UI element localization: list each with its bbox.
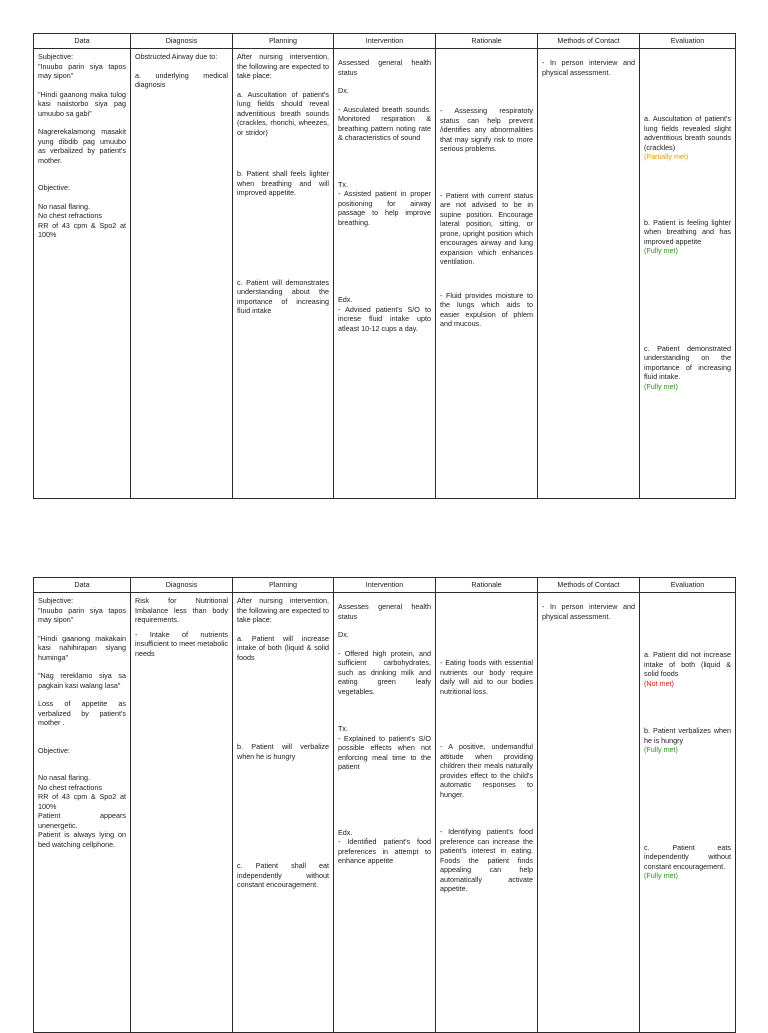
status-partially-met: (Partially met) [644,152,689,161]
evaluation-item-b: b. Patient is feeling lighter when breathing and has improved appetite [644,217,731,246]
intervention-assess: Assesses general health status [338,602,431,621]
planning-item-b: b. Patient shall feels lighter when breathing and will improved appetite. [237,169,329,197]
diagnosis-item: a. underlying medical diagnosis [135,70,228,89]
header-planning: Planning [233,578,334,593]
header-planning: Planning [233,34,334,49]
table-row [34,49,736,499]
intervention-dx-label: Dx. [338,630,349,639]
rationale-item: - Patient with current status are not advised to be in supine position. Encourage lateral position, sitting, or prone, upright position which encourages airway and lung expansion which enhances ventilation. [440,190,533,266]
header-row [34,34,736,49]
diagnosis-title: Risk for Nutritional Imbalance less than body requirements. [135,596,228,624]
evaluation-item-a: a. Patient did not increase intake of both (liquid & solid foods [644,650,731,678]
intervention-edx-label: Edx. [338,827,353,837]
intervention-tx-label: Tx. [338,179,348,189]
objective-item: RR of 43 cpm & Spo2 at 100% [38,792,126,811]
diagnosis-cell [131,49,233,499]
intervention-cell [334,593,436,1033]
header-methods-of-contact: Methods of Contact [538,34,640,49]
header-diagnosis: Diagnosis [131,578,233,593]
planning-cell [233,593,334,1033]
methods-cell [538,593,640,1033]
diagnosis-item: - Intake of nutrients insufficient to meet metabolic needs [135,629,228,658]
status-fully-met: (Fully met) [644,871,678,880]
header-data: Data [34,578,131,593]
header-diagnosis: Diagnosis [131,34,233,49]
rationale-item: - A positive, undemandful attitude when providing children their meals naturally provides effect to the child's automatic responses to hunger. [440,742,533,799]
header-evaluation: Evaluation [640,34,736,49]
header-intervention: Intervention [334,578,436,593]
objective-item: No chest refractions [38,211,102,220]
intervention-cell [334,49,436,499]
rationale-item: - Identifying patient's food preference can increase the patient's interest in eating. Foods the patient finds appealing can help automatically activate appetite. [440,827,533,893]
subjective-statement: Nagrerekalamong masakit yung dibdib pag umuubo as verbalized by patient's mother. [38,127,126,165]
objective-label: Objective: [38,745,70,755]
methods-text: - In person interview and physical assessment. [542,602,635,621]
objective-item: No nasal flaring. [38,201,90,211]
header-evaluation: Evaluation [640,578,736,593]
intervention-tx-label: Tx. [338,724,348,733]
planning-item-c: c. Patient will demonstrates understanding about the importance of increasing fluid intake [237,277,329,315]
planning-intro: After nursing intervention, the following are expected to take place: [237,596,329,624]
objective-item: Patient is always lying on bed watching cellphone. [38,830,126,849]
intervention-edx-label: Edx. [338,295,353,304]
intervention-edx: - Identified patient's food preferences in attempt to enhance appetite [338,837,431,865]
planning-item-c: c. Patient shall eat independently without constant encouragement. [237,861,329,889]
objective-label: Objective: [38,183,70,192]
intervention-tx: - Assisted patient in proper positioning for airway passage to help improve breathing. [338,189,431,227]
subjective-quote: "Nag rereklamo siya sa pagkain kasi walang lasa" [38,671,126,690]
rationale-item: - Eating foods with essential nutrients our body require daily will aid to our bodies nutritional loss. [440,658,533,696]
objective-item: No nasal flaring. [38,773,90,782]
planning-item-b: b. Patient will verbalize when he is hungry [237,742,329,761]
objective-item: No chest refractions [38,782,102,792]
planning-intro: After nursing intervention, the following are expected to take place: [237,52,329,80]
evaluation-item-a: a. Auscultation of patient's lung fields revealed slight adventitious breath sounds (crackles) [644,114,731,152]
status-fully-met: (Fully met) [644,381,678,391]
objective-item: Patient appears unenergetic. [38,811,126,830]
header-row [34,578,736,593]
status-fully-met: (Fully met) [644,745,678,754]
rationale-item: - Assessing respiratoty status can help prevent /identifies any abnormalities that may signify risk to more serious problems. [440,106,533,153]
header-data: Data [34,34,131,49]
intervention-dx: - Ausculated breath sounds. Monitored respiration & breathing pattern noting rate & characteristics of sound [338,104,431,142]
subjective-quote: "Hindi gaanong makakain kasi nahihirapan siyang huminga" [38,633,126,662]
rationale-item: - Fluid provides moisture to the lungs which aids to easier expulsion of phlem and mucous. [440,290,533,328]
rationale-cell [436,593,538,1033]
methods-cell [538,49,640,499]
data-cell [34,49,131,499]
header-rationale: Rationale [436,34,538,49]
diagnosis-title: Obstructed Airway due to: [135,52,218,61]
evaluation-cell [640,49,736,499]
subjective-quote: "Hindi gaanong maka tulog kasi naiistorbo siya pag umuubo sa gabi" [38,89,126,118]
methods-text: - In person interview and physical assessment. [542,58,635,77]
diagnosis-cell [131,593,233,1033]
planning-item-a: a. Auscultation of patient's lung fields should reveal adventitious breath sounds (crackles, rhonchi, wheezes, or stridor) [237,89,329,137]
intervention-assess: Assessed general health status [338,58,431,77]
header-rationale: Rationale [436,578,538,593]
header-intervention: Intervention [334,34,436,49]
subjective-quote: "Inuubo parin siya tapos may sipon" [38,61,126,80]
data-cell [34,593,131,1033]
subjective-label: Subjective: [38,52,74,61]
subjective-statement: Loss of appetite as verbalized by patient's mother . [38,699,126,727]
objective-item: RR of 43 cpm & Spo2 at 100% [38,220,126,239]
intervention-edx: - Advised patient's S/O to increse fluid intake upto atleast 10-12 cups a day. [338,304,431,333]
evaluation-cell [640,593,736,1033]
subjective-quote: "Inuubo parin siya tapos may sipon" [38,605,126,624]
intervention-dx-label: Dx. [338,86,349,95]
status-not-met: (Not met) [644,678,674,688]
evaluation-item-c: c. Patient demonstrated understanding on the importance of increasing fluid intake. [644,343,731,381]
rationale-cell [436,49,538,499]
care-plan-table-airway [33,33,736,499]
intervention-tx: - Explained to patient's S/O possible effects when not enforcing meal time to the patient [338,733,431,771]
table-row [34,593,736,1033]
planning-cell [233,49,334,499]
subjective-label: Subjective: [38,596,74,605]
care-plan-table-nutrition [33,577,736,1033]
evaluation-item-c: c. Patient eats independently without constant encouragement. [644,842,731,871]
evaluation-item-b: b. Patient verbalizes when he is hungry [644,726,731,745]
planning-item-a: a. Patient will increase intake of both (liquid & solid foods [237,633,329,662]
intervention-dx: - Offered high protein, and sufficient carbohydrates, such as drinking milk and eating green leafy vegetables. [338,648,431,696]
status-fully-met: (Fully met) [644,246,678,255]
header-methods-of-contact: Methods of Contact [538,578,640,593]
